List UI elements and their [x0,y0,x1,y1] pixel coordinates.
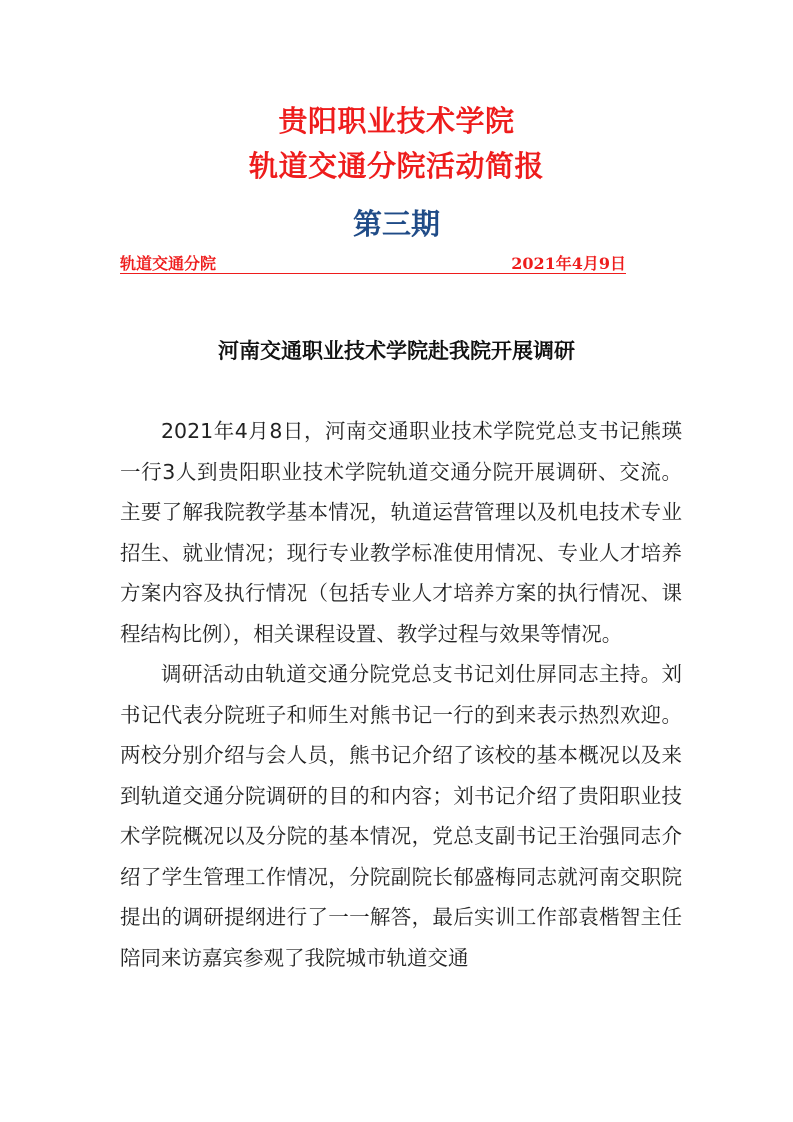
article-paragraph: 2021年4月8日，河南交通职业技术学院党总支书记熊瑛一行3人到贵阳职业技术学院轨道交通分院开展调研、交流。主要了解我院教学基本情况，轨道运营管理以及机电技术专业招生、就业情况；现行专业教学标准使用情况、专业人才培养方案内容及执行情况（包括专业人才培养方案的执行情况、课程结构比例），相关课程设置、教学过程与效果等情况。 [120,419,682,646]
publish-date: 2021年4月9日 [511,254,626,273]
article-paragraph: 调研活动由轨道交通分院党总支书记刘仕屏同志主持。刘书记代表分院班子和师生对熊书记一行的到来表示热烈欢迎。两校分别介绍与会人员，熊书记介绍了该校的基本概况以及来到轨道交通分院调研的目的和内容；刘书记介绍了贵阳职业技术学院概况以及分院的基本情况，党总支副书记王治强同志介绍了学生管理工作情况，分院副院长郁盛梅同志就河南交职院提出的调研提纲进行了一一解答，最后实训工作部袁楷智主任陪同来访嘉宾参观了我院城市轨道交通 [120,662,682,970]
issue-number: 第三期 [352,207,440,241]
department-date-line [120,251,626,274]
bulletin-title-line1: 贵阳职业技术学院 [278,104,515,138]
article-body [120,411,682,978]
bulletin-title-line2: 轨道交通分院活动简报 [248,149,544,183]
department-name: 轨道交通分院 [120,254,217,273]
article-title: 河南交通职业技术学院赴我院开展调研 [218,339,575,363]
